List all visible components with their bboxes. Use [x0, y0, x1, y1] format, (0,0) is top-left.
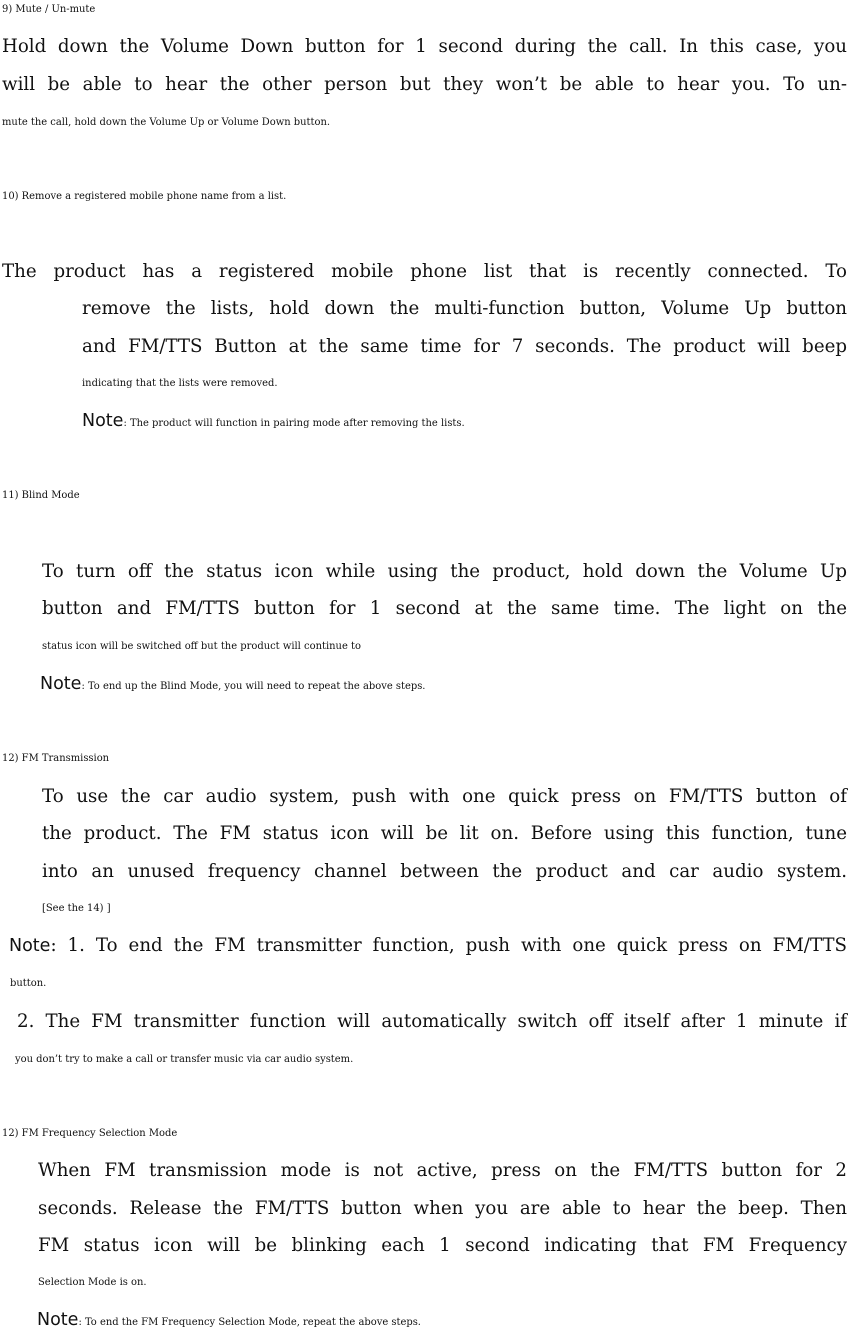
paragraph-line: will be able to hear the other person but they won’t be able to hear you. To un-	[2, 74, 847, 95]
paragraph-line: To use the car audio system, push with one quick press on FM/TTS button of	[42, 786, 847, 807]
note-label: Note	[37, 1310, 79, 1330]
section-heading: 9) Mute / Un-mute	[2, 4, 96, 15]
section-heading: 10) Remove a registered mobile phone name from a list.	[2, 191, 287, 202]
note-line	[82, 403, 848, 440]
note-text: : To end up the Blind Mode, you will need to repeat the above steps.	[81, 681, 426, 692]
note-line: 2. The FM transmitter function will automatically switch off itself after 1 minute if	[17, 1011, 847, 1032]
paragraph-line: Selection Mode is on.	[38, 1277, 147, 1288]
section-heading: 12) FM Frequency Selection Mode	[2, 1128, 178, 1139]
paragraph-line: The product has a registered mobile phone list that is recently connected. To	[2, 261, 847, 282]
paragraph-line: seconds. Release the FM/TTS button when you are able to hear the beep. Then	[38, 1198, 847, 1219]
paragraph-line: When FM transmission mode is not active, press on the FM/TTS button for 2	[38, 1160, 847, 1181]
note-line: you don’t try to make a call or transfer music via car audio system.	[15, 1054, 354, 1065]
paragraph-line: status icon will be switched off but the product will continue to	[42, 641, 361, 652]
note-line	[37, 1302, 848, 1339]
paragraph-line: and FM/TTS Button at the same time for 7 seconds. The product will beep	[82, 336, 847, 357]
paragraph-line: button and FM/TTS button for 1 second at the same time. The light on the	[42, 598, 847, 619]
paragraph-line: indicating that the lists were removed.	[82, 378, 278, 389]
note-line	[40, 666, 848, 703]
paragraph-line: FM status icon will be blinking each 1 second indicating that FM Frequency	[38, 1235, 847, 1256]
note-label: Note	[9, 936, 51, 956]
paragraph-line: remove the lists, hold down the multi-function button, Volume Up button	[82, 298, 847, 319]
paragraph-line: into an unused frequency channel between the product and car audio system.	[42, 861, 847, 882]
section-heading: 11) Blind Mode	[2, 490, 80, 501]
note-line	[9, 927, 847, 964]
note-text: : To end the FM Frequency Selection Mode, repeat the above steps.	[78, 1317, 421, 1328]
paragraph-line: Hold down the Volume Down button for 1 second during the call. In this case, you	[2, 36, 847, 57]
note-line: button.	[10, 978, 47, 989]
section-heading: 12) FM Transmission	[2, 753, 110, 764]
note-text: : The product will function in pairing mode after removing the lists.	[123, 418, 465, 429]
note-text: : 1. To end the FM transmitter function, push with one quick press on FM/TTS	[50, 935, 847, 956]
paragraph-line: To turn off the status icon while using the product, hold down the Volume Up	[42, 561, 847, 582]
paragraph-line: [See the 14) ]	[42, 903, 111, 914]
paragraph-line: the product. The FM status icon will be lit on. Before using this function, tune	[42, 823, 847, 844]
paragraph-line: mute the call, hold down the Volume Up or Volume Down button.	[2, 117, 331, 128]
note-label: Note	[82, 411, 124, 431]
note-label: Note	[40, 674, 82, 694]
